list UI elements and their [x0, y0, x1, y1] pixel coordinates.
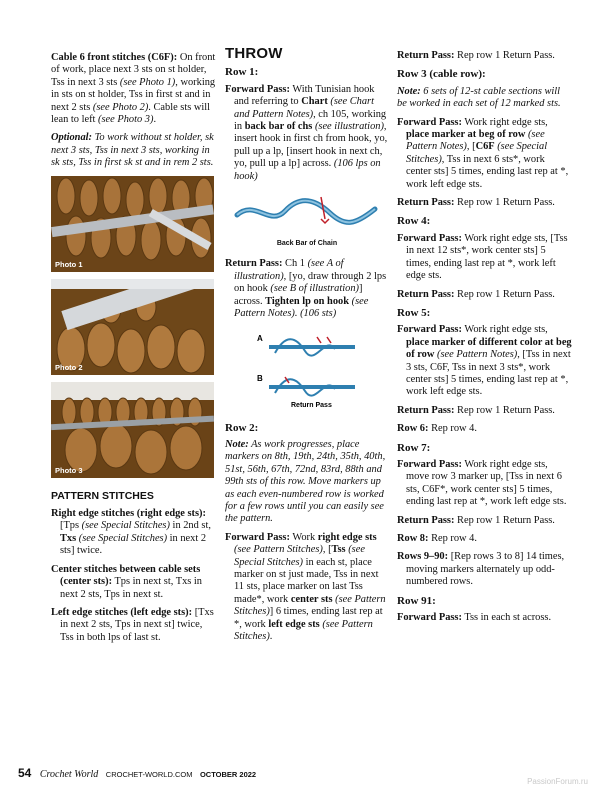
return-pass-label: Return Pass: [397, 50, 455, 61]
row-3-note [397, 86, 572, 111]
throw-heading: THROW [225, 45, 283, 62]
row-text: Rep row 1 Return Pass. [454, 404, 555, 416]
magazine-url: CROCHET-WORLD.COM [105, 770, 193, 779]
forward-pass-label: Forward Pass: [225, 531, 290, 543]
forward-pass-label: Forward Pass: [225, 83, 290, 95]
return-pass-label: Return Pass: [397, 197, 455, 209]
return-pass-label: Return Pass: [225, 258, 283, 270]
return-pass-illustration [255, 327, 389, 416]
row-6-label: Row 6: [397, 423, 429, 435]
illustration-label-a: A [257, 333, 263, 343]
row-text: , insert hook in first ch from hook, yo, pull up a lp, [insert hook in next ch, yo, pull up a lp] across. [234, 121, 388, 170]
back-bar-caption: Back Bar of Chain [276, 240, 338, 248]
c6f-text: . Cable sts will lean to left [51, 101, 211, 126]
row-text: Work right edge sts, [Tss in next 12 sts*, work center sts] 5 times, ending last rep at *, work left edge sts. [406, 232, 568, 282]
row-3-forward-pass [397, 117, 572, 191]
row-text: [Rep rows 3 to 8] 14 times, moving markers alternately up odd-numbered rows. [406, 551, 565, 588]
forward-pass-label: Forward Pass: [397, 458, 462, 470]
c6f-text: , working in sts on st holder, Tss in first st and in next 2 sts [51, 76, 216, 113]
tss-term: Tss [331, 544, 346, 556]
pattern-stitches-ref: (see Pattern Stitches) [234, 544, 323, 556]
row-text: Rep row 4. [428, 533, 477, 544]
return-pass-label: Return Pass: [397, 288, 455, 300]
row-text: Work [289, 531, 318, 543]
notes-ref: (see Pattern Notes) [434, 349, 518, 361]
right-edge-text: in next 2 sts] twice. [60, 532, 207, 557]
illustration-ref: (see illustration) [312, 121, 384, 133]
magazine-name: Crochet World [39, 769, 99, 780]
row-text: Rep row 1 Return Pass. [454, 514, 555, 526]
row-4-return-pass [397, 289, 572, 301]
row-text: , [Tss in next 3 sts, C6F, Tss in next 3 sts*, work center sts] 5 times, ending last rep at *, work left edge sts. [406, 349, 571, 398]
row-text: ] across. [234, 283, 363, 307]
right-edge-text: [Tps [60, 520, 82, 532]
right-edge-text: in 2nd st, [169, 520, 211, 532]
row-5-return-pass [397, 405, 572, 417]
chart-term: Chart [301, 96, 328, 108]
photo3-ref: (see Photo 3) [98, 114, 154, 126]
optional-paragraph [51, 132, 217, 169]
photo-2-label: Photo 2 [55, 362, 83, 372]
photo-1 [51, 176, 214, 272]
txs-term: Txs [60, 532, 77, 544]
row-2-note [225, 439, 389, 526]
row-2-forward-pass [225, 532, 389, 644]
back-bar-term: back bar of chs [244, 121, 313, 133]
illustration-ref: (see A of illustration) [234, 258, 344, 282]
return-pass-label: Return Pass: [397, 514, 455, 526]
row-7-forward-pass [397, 459, 572, 509]
special-stitches-ref: (see Special Stitches) [234, 544, 365, 568]
note-label: Note: [225, 438, 249, 450]
special-stitches-ref: (see Special Stitches) [406, 141, 548, 165]
pattern-stitches-heading: PATTERN STITCHES [51, 489, 154, 502]
row-text: , [ [466, 141, 476, 153]
photo-3 [51, 382, 214, 478]
notes-ref: (see Pattern Notes) [234, 295, 369, 320]
forward-pass-label: Forward Pass: [397, 324, 462, 336]
c6f-text: On front of work, place next 3 sts on st holder, Tss in next 3 sts [51, 52, 216, 88]
illustration-ref: (see B of illustration) [270, 283, 359, 295]
row-text: Work right edge sts, [461, 324, 548, 336]
photo-3-label: Photo 3 [55, 465, 83, 475]
row-8-label: Row 8: [397, 533, 429, 544]
row-4-forward-pass [397, 233, 572, 283]
rows-9-90-label: Rows 9–90: [397, 551, 449, 563]
photo-2 [51, 279, 214, 375]
notes-ref: (see Chart and Pattern Notes) [234, 96, 374, 120]
row-1-return-pass [225, 258, 389, 320]
illustration-label-b: B [257, 373, 263, 383]
stitch-count: (106 lps on hook) [234, 158, 381, 182]
row-text: , Tss in next 6 sts*, work center sts] 5 times, ending last rep at *, work left edge sts. [406, 153, 569, 190]
center-title: Center stitches between cable sets (center sts): [51, 563, 201, 588]
forward-pass-label: Forward Pass: [397, 612, 462, 624]
special-stitches-ref: (see Special Stitches) [76, 532, 168, 544]
row-text: Rep row 1 Return Pass. [454, 197, 555, 209]
issue-date: OCTOBER 2022 [199, 770, 257, 779]
row-5-forward-pass [397, 324, 572, 398]
c6f-paragraph [51, 52, 217, 126]
row-4-heading: Row 4: [397, 215, 431, 228]
c6f-term: C6F [475, 141, 495, 153]
row-3-heading: Row 3 (cable row): [397, 68, 486, 81]
row-text: Work right edge sts, move row 3 marker up, [Tss in next 6 sts, C6F*, work center sts] 5 times, ending last rep at *, work left edge sts. [406, 458, 567, 508]
column-2 [225, 45, 389, 649]
place-marker-term: place marker at beg of row [406, 129, 526, 141]
row-2-return-pass [397, 50, 572, 62]
row-text: Work right edge sts, [461, 116, 548, 128]
page-footer [18, 766, 256, 780]
row-text: ] 6 times, ending last rep at *, work [234, 606, 383, 630]
photo1-ref: (see Photo 1) [119, 76, 176, 88]
forward-pass-label: Forward Pass: [397, 116, 462, 128]
return-pass-label: Return Pass: [397, 404, 455, 416]
row-1-forward-pass [225, 84, 389, 183]
c6f-title: Cable 6 front stitches (C6F): [51, 52, 178, 63]
watermark: PassionForum.ru [527, 777, 588, 786]
place-marker-term: place marker of different color at beg of row [406, 336, 572, 361]
row-text: With Tunisian hook and referring to [234, 83, 375, 108]
row-6 [397, 423, 572, 435]
row-5-heading: Row 5: [397, 306, 431, 319]
special-stitches-ref: (see Special Stitches) [81, 520, 170, 532]
forward-pass-label: Forward Pass: [397, 232, 462, 244]
optional-label: Optional: [51, 132, 92, 144]
rows-9-90 [397, 551, 572, 588]
left-edge-paragraph [51, 607, 217, 644]
row-3-return-pass [397, 197, 572, 209]
left-edge-title: Left edge stitches (left edge sts): [51, 606, 193, 618]
row-2-heading: Row 2: [225, 421, 259, 434]
right-edge-paragraph [51, 508, 217, 558]
column-3 [397, 50, 572, 630]
c6f-text: . [153, 114, 157, 126]
row-text: in each st, place marker on st just made, Tss in next 11 sts, place marker on last Tss made*, work [234, 556, 379, 605]
row-7-return-pass [397, 515, 572, 527]
note-label: Note: [397, 85, 421, 97]
row-text: Rep row 4. [428, 423, 477, 435]
stitch-count: . (106 sts) [294, 308, 337, 320]
return-pass-caption: Return Pass [291, 401, 332, 409]
photo2-ref: (see Photo 2) [92, 101, 149, 113]
center-paragraph [51, 564, 217, 601]
row-text: Rep row 1 Return Pass. [454, 288, 555, 300]
note-text: As work progresses, place markers on 8th, 19th, 24th, 35th, 40th, 51st, 56th, 67th, 72nd, 83rd, 88th and 99th sts of this row. Move markers up as each even-numbered row is worked for a few rows until you can easily see the pattern. [225, 438, 386, 525]
row-91-heading: Row 91: [397, 594, 436, 607]
center-term: center sts [290, 593, 333, 605]
row-text: Tss in each st across. [461, 612, 552, 624]
row-8 [397, 533, 572, 545]
photo-1-label: Photo 1 [55, 259, 83, 269]
page-number: 54 [18, 766, 32, 780]
left-edge-term: left edge sts [268, 618, 320, 630]
row-1-heading: Row 1: [225, 66, 259, 79]
row-text: Ch 1 [282, 258, 308, 270]
center-text: Tps in next st, Txs in next 2 sts, Tps in next st. [60, 576, 202, 600]
row-7-heading: Row 7: [397, 441, 431, 454]
row-91-forward-pass [397, 612, 572, 624]
row-text: , ch 105, working in [234, 108, 387, 133]
column-1 [51, 52, 217, 650]
row-text: . [269, 631, 273, 642]
row-text: , [yo, draw through 2 lps on hook [234, 270, 387, 295]
tighten-term: Tighten lp on hook [265, 295, 350, 307]
notes-ref: (see Pattern Notes) [406, 129, 545, 153]
pattern-stitches-ref: (see Pattern Stitches) [234, 593, 386, 618]
pattern-stitches-ref: (see Pattern Stitches) [234, 618, 373, 642]
row-text: Rep row 1 Return Pass. [454, 50, 555, 61]
right-edge-title: Right edge stitches (right edge sts): [51, 508, 206, 520]
row-text: , [ [322, 544, 332, 556]
optional-text: To work without st holder, sk next 3 sts, Tss in next 3 sts, working in sk sts, Tss in first sk st and in rem 2 sts. [51, 132, 214, 169]
back-bar-illustration [225, 189, 389, 250]
left-edge-text: [Txs in next 2 sts, Tps in next st] twice, Tss in both lps of last st. [60, 606, 214, 643]
note-text: 6 sets of 12-st cable sections will be worked in each set of 12 marked sts. [397, 85, 561, 110]
right-edge-term: right edge sts [317, 531, 377, 543]
